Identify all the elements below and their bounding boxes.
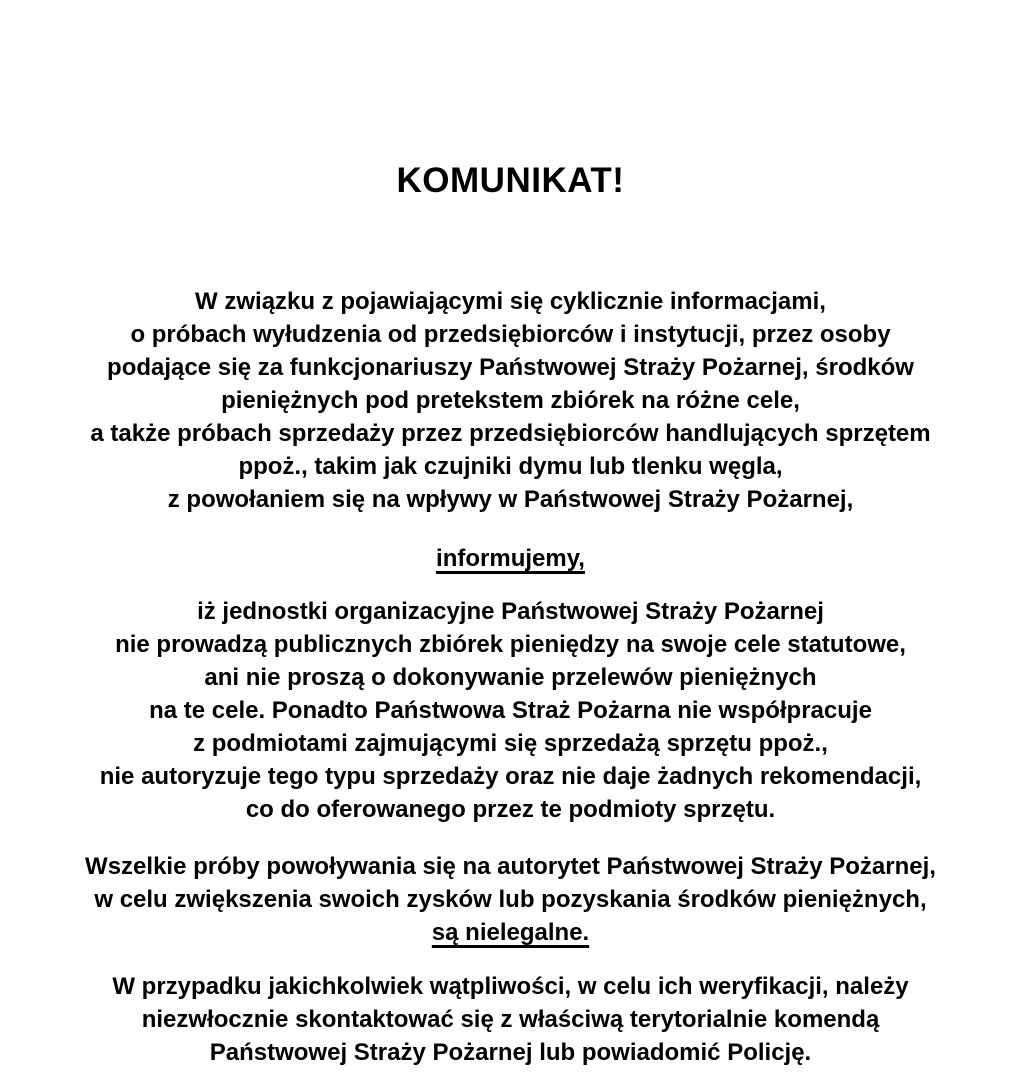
text-line: co do oferowanego przez te podmioty sprzętu.: [245, 796, 776, 823]
text-line: ppoż., takim jak czujniki dymu lub tlenku węgla,: [238, 453, 783, 480]
paragraph-intro: [0, 285, 1021, 516]
text-line: iż jednostki organizacyjne Państwowej Straży Pożarnej: [197, 598, 824, 625]
text-line: na te cele. Ponadto Państwowa Straż Pożarna nie współpracuje: [149, 697, 872, 724]
emphasis-informujemy: [0, 542, 1021, 575]
text-line: podające się za funkcjonariuszy Państwowej Straży Pożarnej, środków: [107, 354, 914, 381]
text-line: ani nie proszą o dokonywanie przelewów pieniężnych: [204, 664, 817, 691]
text-line: pieniężnych pod pretekstem zbiórek na różne cele,: [221, 387, 800, 414]
text-line: niezwłocznie skontaktować się z właściwą terytorialnie komendą: [141, 1006, 880, 1033]
text-line: o próbach wyłudzenia od przedsiębiorców i instytucji, przez osoby: [130, 321, 891, 348]
paragraph-closing: [0, 970, 1021, 1069]
paragraph-statement: [0, 595, 1021, 826]
text-line: nie prowadzą publicznych zbiórek pieniędzy na swoje cele statutowe,: [115, 631, 906, 658]
paragraph-warning: [0, 850, 1021, 949]
underlined-text: są nielegalne.: [431, 919, 590, 946]
text-line: nie autoryzuje tego typu sprzedaży oraz nie daje żadnych rekomendacji,: [99, 763, 922, 790]
underlined-text: informujemy,: [436, 545, 585, 572]
text-line: z podmiotami zajmującymi się sprzedażą sprzętu ppoż.,: [193, 730, 828, 757]
text-line: z powołaniem się na wpływy w Państwowej Straży Pożarnej,: [167, 486, 854, 513]
text-line: Wszelkie próby powoływania się na autorytet Państwowej Straży Pożarnej,: [85, 853, 936, 880]
text-line: W związku z pojawiającymi się cyklicznie informacjami,: [195, 288, 826, 315]
text-line: w celu zwiększenia swoich zysków lub pozyskania środków pieniężnych,: [94, 886, 927, 913]
page-title: KOMUNIKAT!: [396, 161, 625, 200]
text-line: a także próbach sprzedaży przez przedsiębiorców handlujących sprzętem: [90, 420, 931, 447]
emphasis-sa-nielegalne: [0, 916, 1021, 949]
text-line: W przypadku jakichkolwiek wątpliwości, w celu ich weryfikacji, należy: [112, 973, 909, 1000]
text-line: Państwowej Straży Pożarnej lub powiadomić Policję.: [209, 1039, 812, 1066]
